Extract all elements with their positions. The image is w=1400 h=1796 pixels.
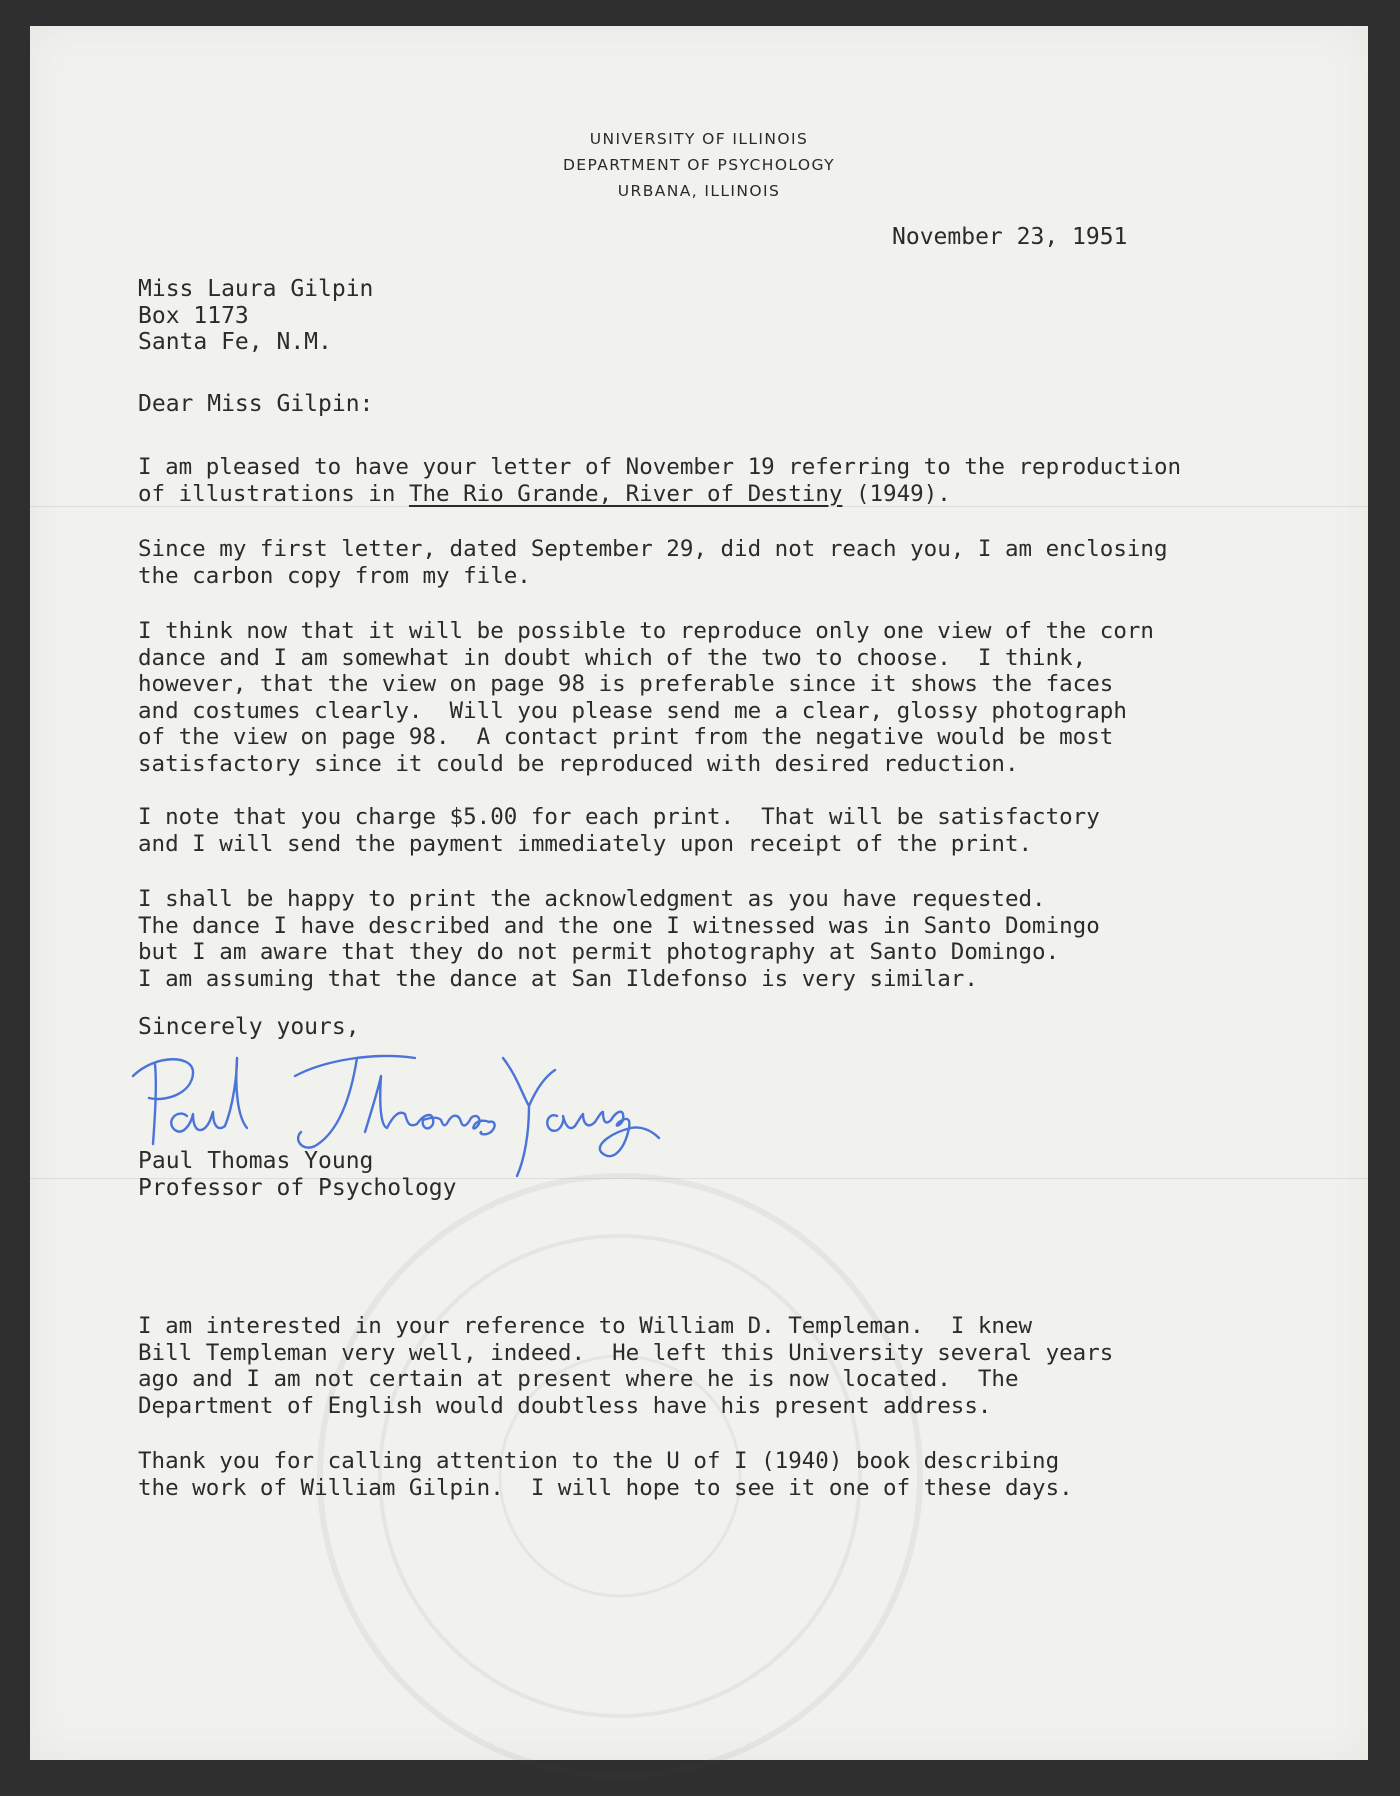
letterhead (30, 126, 1368, 204)
recipient-box: Box 1173 (138, 302, 249, 329)
paragraph-line: I note that you charge $5.00 for each print. That will be satisfactory (138, 804, 1100, 830)
paragraph-line: and costumes clearly. Will you please send me a clear, glossy photograph (138, 697, 1127, 724)
paragraph-line: I am pleased to have your letter of November 19 referring to the reproduction (138, 454, 1182, 480)
letterhead-department: DEPARTMENT OF PSYCHOLOGY (562, 156, 836, 174)
paragraph-line: I am interested in your reference to William D. Templeman. I knew (138, 1313, 1033, 1339)
paragraph-line: I think now that it will be possible to reproduce only one view of the corn (138, 618, 1154, 644)
paragraph-line: The dance I have described and the one I witnessed was in Santo Domingo (138, 912, 1100, 939)
book-title: The Rio Grande, River of Destiny (408, 480, 843, 507)
paragraph-5 (138, 886, 1100, 992)
letterhead-university: UNIVERSITY OF ILLINOIS (589, 130, 809, 148)
text-after-title: (1949). (842, 480, 951, 507)
paragraph-6 (138, 1313, 1113, 1419)
letterhead-city: URBANA, ILLINOIS (617, 182, 781, 200)
paragraph-7 (138, 1448, 1073, 1501)
recipient-city: Santa Fe, N.M. (138, 329, 332, 355)
signer-title: Professor of Psychology (138, 1174, 457, 1201)
paragraph-line: I am assuming that the dance at San Ildefonso is very similar. (138, 965, 978, 992)
paragraph-line: the work of William Gilpin. I will hope to see it one of these days. (138, 1474, 1073, 1501)
paragraph-1 (138, 454, 1181, 507)
paragraph-line: and I will send the payment immediately upon receipt of the print. (138, 830, 1033, 857)
paragraph-line: I shall be happy to print the acknowledgment as you have requested. (138, 886, 1046, 912)
signer-name: Paul Thomas Young (138, 1148, 374, 1174)
closing: Sincerely yours, (138, 1014, 360, 1040)
paragraph-line: ago and I am not certain at present where he is now located. The (138, 1366, 1019, 1392)
paragraph-line: however, that the view on page 98 is preferable since it shows the faces (138, 671, 1114, 697)
recipient-address (138, 276, 373, 356)
paragraph-line: Since my first letter, dated September 29, did not reach you, I am enclosing (138, 536, 1168, 562)
signature-block (138, 1148, 457, 1201)
text-before-title: of illustrations in (138, 480, 409, 507)
paragraph-line: of the view on page 98. A contact print from the negative would be most (138, 724, 1114, 750)
paragraph-line: satisfactory since it could be reproduced with desired reduction. (138, 750, 1019, 777)
letter-date: November 23, 1951 (892, 224, 1128, 250)
paragraph-line (138, 481, 1181, 508)
paragraph-line: the carbon copy from my file. (138, 562, 531, 589)
paragraph-line: Thank you for calling attention to the U of I (1940) book describing (138, 1448, 1060, 1474)
paragraph-2 (138, 536, 1168, 589)
paragraph-3 (138, 618, 1154, 777)
paragraph-line: but I am aware that they do not permit photography at Santo Domingo. (138, 939, 1060, 965)
salutation: Dear Miss Gilpin: (138, 391, 374, 417)
paragraph-4 (138, 804, 1100, 857)
paragraph-line: dance and I am somewhat in doubt which of the two to choose. I think, (138, 644, 1087, 671)
recipient-name: Miss Laura Gilpin (138, 276, 374, 302)
paragraph-line: Bill Templeman very well, indeed. He left this University several years (138, 1339, 1114, 1366)
letter-page (30, 26, 1368, 1760)
paragraph-line: Department of English would doubtless have his present address. (138, 1392, 992, 1419)
